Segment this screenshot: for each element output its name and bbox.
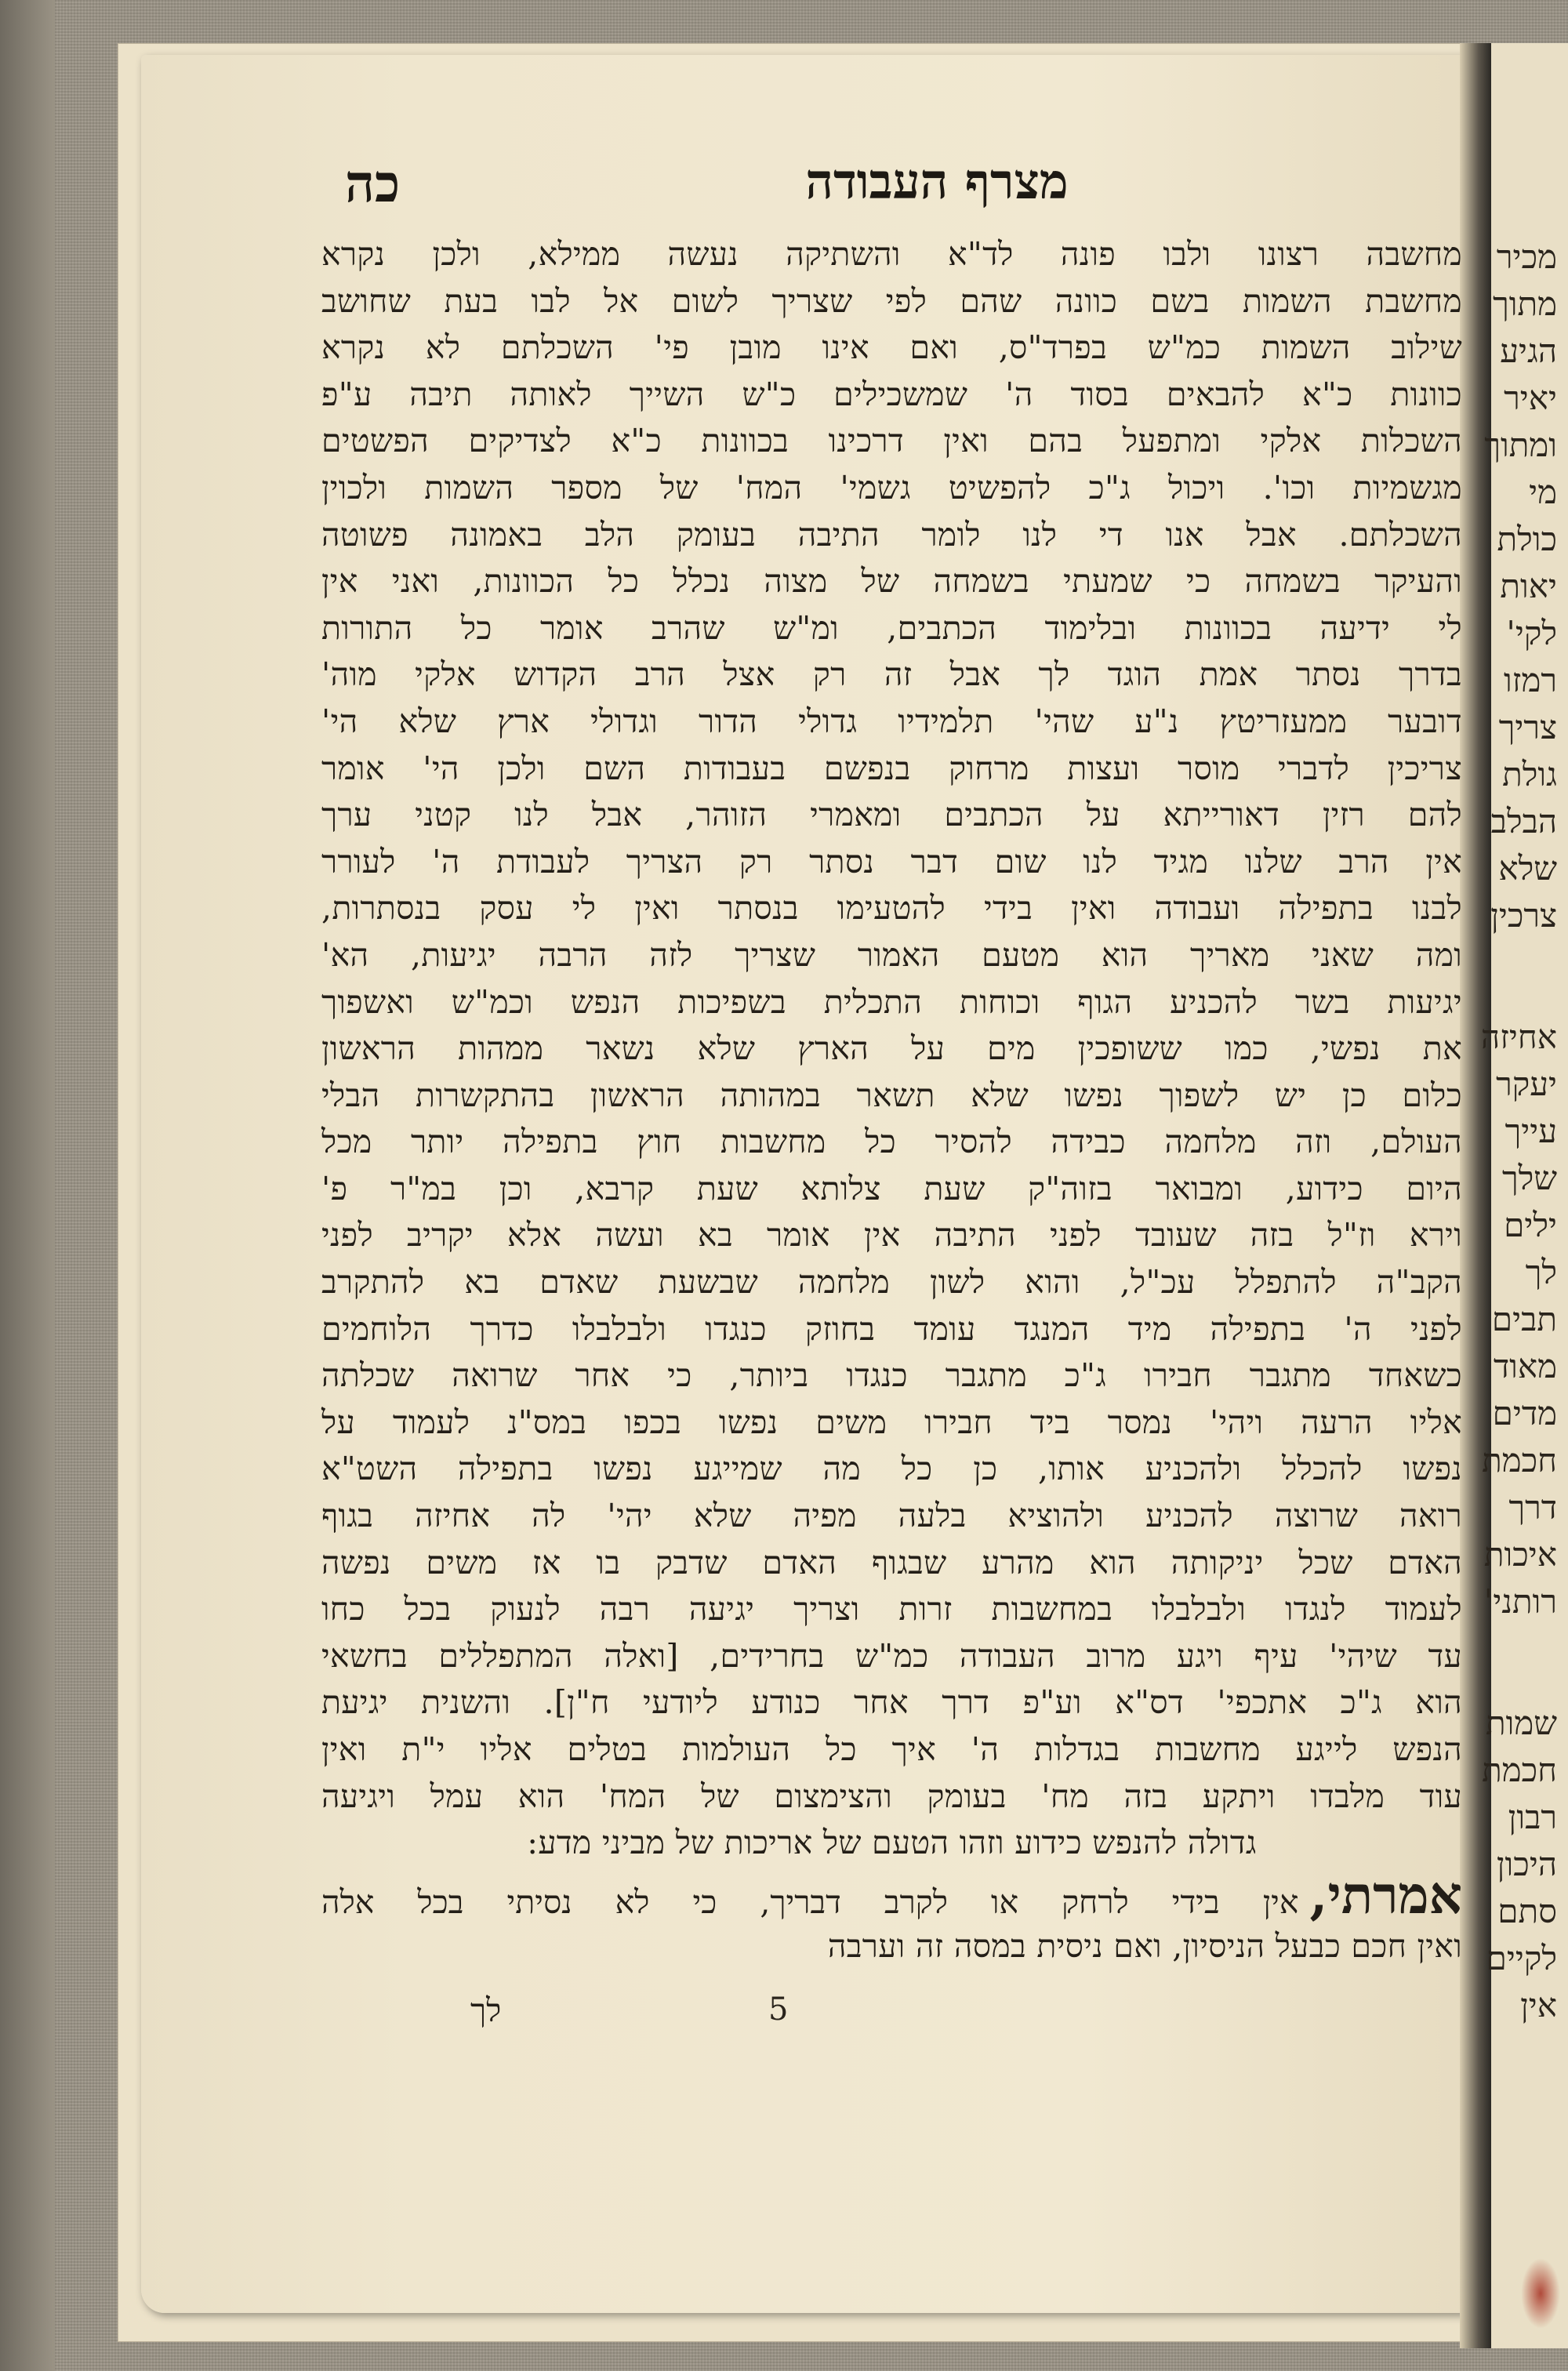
facing-page-fragment: מי bbox=[1529, 473, 1557, 511]
text-line: השכלות אלקי ומתפעל בהם ואין דרכינו בכוונות כ"א לצדיקים הפשטים bbox=[321, 422, 1462, 460]
text-line: מחשבה רצונו ולבו פונה לד"א והשתיקה נעשה ממילא, ולכן נקרא bbox=[321, 235, 1462, 273]
facing-page-fragment: סתם bbox=[1497, 1892, 1557, 1930]
facing-page bbox=[1481, 43, 1568, 2348]
text-line: את נפשי, כמו ששופכין מים על הארץ שלא נשאר ממהות הראשון bbox=[321, 1029, 1462, 1068]
facing-page-fragment: יאות bbox=[1500, 567, 1557, 605]
text-line: לי ידיעה בכוונות ובלימוד הכתבים, ומ"ש שהרב אומר כל התורות bbox=[321, 608, 1462, 647]
facing-page-fragment: ילים bbox=[1504, 1206, 1557, 1244]
red-stain bbox=[1521, 2258, 1560, 2329]
text-line: הוא ג"כ אתכפי' דס"א וע"פ דרך אחר כנודע ליודעי ח"ן]. והשנית יגיעת bbox=[321, 1683, 1462, 1722]
facing-page-fragment: תבים bbox=[1491, 1300, 1557, 1338]
text-line: לפני ה' בתפילה מיד המנגד עומד בחוזק כנגדו ולבלבלו כדרך הלוחמים bbox=[321, 1309, 1462, 1348]
text-line: דובער ממעזריטץ נ"ע שהי' תלמידיו גדולי הדור וגדולי ארץ שלא הי' bbox=[321, 702, 1462, 740]
catchword: לך bbox=[470, 1992, 502, 2029]
facing-page-fragment: הגיע bbox=[1500, 332, 1557, 370]
facing-page-fragment: דרך bbox=[1508, 1488, 1557, 1527]
text-line: נפשו להכלל ולהכניע אותו, כן כל מה שמייגע נפשו בתפילה השט"א bbox=[321, 1450, 1462, 1488]
closing-line: ואין חכם כבעל הניסיון, ואם ניסית במסה זה וערבה bbox=[827, 1926, 1462, 1965]
running-title: מצרף העבודה bbox=[805, 153, 1069, 210]
footer bbox=[470, 1992, 1176, 2039]
text-line: יגיעות בשר להכניע הגוף וכוחות התכלית בשפיכות הנפש וכמ"ש ואשפוך bbox=[321, 982, 1462, 1021]
facing-page-fragment: שלא bbox=[1498, 849, 1557, 888]
signature-mark: 5 bbox=[768, 1992, 789, 2028]
text-line: העולם, וזה מלחמה כבידה להסיר כל מחשבות חוץ בתפילה יותר מכל bbox=[321, 1123, 1462, 1161]
facing-page-fragment: כולת bbox=[1497, 520, 1557, 558]
facing-page-fragment: עייך bbox=[1504, 1112, 1557, 1150]
main-text-block bbox=[321, 231, 1462, 1970]
facing-page-fragment: לקיים bbox=[1486, 1939, 1557, 1977]
text-line: מחשבת השמות בשם כוונה שהם לפי שצריך לשום אל לבו בעת שחושב bbox=[321, 281, 1462, 320]
text-line: רואה שרוצה להכניע ולהוציא בלעה מפיה שלא יהי' לה אחיזה בגוף bbox=[321, 1497, 1462, 1535]
facing-page-fragment: חכמת bbox=[1482, 1441, 1557, 1480]
facing-page-fragment: מאוד bbox=[1493, 1347, 1557, 1385]
facing-page-fragment: רותני' bbox=[1483, 1582, 1557, 1621]
opening-word: אמרתי, bbox=[1309, 1864, 1462, 1926]
page-number: כה bbox=[345, 153, 401, 214]
text-line: צריכין לדברי מוסר ועצות מרחוק בנפשם בעבודות השם ולכן הי' אומר bbox=[321, 749, 1462, 787]
facing-page-fragment: שמות bbox=[1486, 1704, 1557, 1742]
facing-page-fragment: רמזו bbox=[1504, 661, 1557, 699]
text-line: עוד מלבדו ויתקע בזה מח' בעומק והצימצום של המח' הוא עמל ויגיעה bbox=[321, 1777, 1462, 1815]
text-line: היום כידוע, ומבואר בזוה"ק שעת צלותא שעת קרבא, וכן במ"ר פ' bbox=[321, 1169, 1462, 1207]
facing-page-fragment: רבון bbox=[1508, 1798, 1557, 1836]
book-gutter bbox=[1460, 43, 1491, 2348]
facing-page-fragment: מכיר bbox=[1496, 238, 1557, 276]
facing-page-fragment: היכון bbox=[1496, 1845, 1557, 1883]
facing-page-fragment: מדים bbox=[1492, 1394, 1557, 1432]
text-line: עד שיהי' עיף ויגע מרוב העבודה כמ"ש בחרידים, [ואלה המתפללים בחשאי bbox=[321, 1636, 1462, 1675]
text-line: ומה שאני מאריך הוא מטעם האמור שצריך לזה הרבה יגיעות, הא' bbox=[321, 935, 1462, 974]
facing-page-fragment: איכות bbox=[1483, 1535, 1557, 1574]
text-line: השכלתם. אבל אנו די לנו לומר התיבה בעומק הלב באמונה פשוטה bbox=[321, 515, 1462, 554]
facing-page-fragment: צרכין bbox=[1490, 896, 1557, 935]
text-line: הקב"ה להתפלל עכ"ל, והוא לשון מלחמה שבשעת שאדם בא להתקרב bbox=[321, 1263, 1462, 1302]
text-line: להם רזין דאורייתא על הכתבים ומאמרי הזוהר, אבל לנו קטני ערך bbox=[321, 796, 1462, 834]
text-line: אליו הרעה ויהי' נמסר ביד חבירו משים נפשו בכפו במס"נ לעמוד על bbox=[321, 1403, 1462, 1441]
facing-page-fragment: לקי' bbox=[1506, 614, 1557, 652]
facing-page-fragment: אחיזה bbox=[1481, 1018, 1557, 1056]
text-line: בדרך נסתר אמת הוגד לך אבל זה רק אצל הרב הקדוש אלקי מוה' bbox=[321, 655, 1462, 694]
facing-page-fragment: צריך bbox=[1498, 708, 1557, 746]
text-line: האדם שכל יניקותה הוא מהרע שבגוף האדם שדבק בו אז משים נפשה bbox=[321, 1543, 1462, 1581]
text-line: כלום כן יש לשפוך נפשו שלא תשאר במהותה הראשון בהתקשרות הבלי bbox=[321, 1076, 1462, 1114]
text-line: שילוב השמות כמ"ש בפרד"ס, ואם אינו מובן פי' השכלתם לא נקרא bbox=[321, 329, 1462, 367]
text-line: מגשמיות וכו'. ויכול ג"כ להפשיט גשמי' המח' של מספר השמות ולכוין bbox=[321, 468, 1462, 507]
text-line: כשאחד מתגבר חבירו ג"כ מתגבר כנגדו ביותר, כי אחר שרואה שכלתה bbox=[321, 1356, 1462, 1395]
opening-line bbox=[321, 1864, 1462, 1926]
text-line: כוונות כ"א להבאים בסוד ה' שמשכילים כ"ש השייך לאותה תיבה ע"פ bbox=[321, 375, 1462, 413]
text-line: לעמוד לנגדו ולבלבלו במחשבות זרות וצריך יגיעה רבה לנעוק בכל כחו bbox=[321, 1590, 1462, 1628]
facing-page-fragment: אין bbox=[1520, 1986, 1557, 2024]
text-line: אין הרב שלנו מגיד לנו שום דבר נסתר רק הצריך לעבודת ה' לעורר bbox=[321, 842, 1462, 881]
spine-shadow bbox=[0, 0, 55, 2371]
facing-page-fragment: שלך bbox=[1501, 1159, 1557, 1197]
facing-page-fragment: ומתוך bbox=[1484, 426, 1557, 464]
facing-page-fragment: לך bbox=[1525, 1253, 1557, 1291]
text-line: לבנו בתפילה ועבודה ואין בידי להטעימו בנסתר ואין לי עסק בנסתרות, bbox=[321, 889, 1462, 928]
text-line: והעיקר בשמחה כי שמעתי בשמחה של מצוה נכלל כל הכוונות, ואני אין bbox=[321, 562, 1462, 601]
facing-page-fragment: גולת bbox=[1502, 755, 1557, 793]
facing-page-fragment: יאיר bbox=[1504, 379, 1557, 417]
text-line: וירא וז"ל בזה שעובד לפני התיבה אין אומר בא ועשה אלא יקריב לפני bbox=[321, 1216, 1462, 1254]
facing-page-fragment: מתוך bbox=[1493, 285, 1557, 323]
facing-page-fragment: יעקר bbox=[1496, 1065, 1557, 1103]
text-line: הנפש לייגע מחשבות בגדלות ה' איך כל העולמות בטלים אליו י"ת ואין bbox=[321, 1730, 1462, 1768]
text-line: גדולה להנפש כידוע וזהו הטעם של אריכות של מביני מדע: bbox=[527, 1824, 1257, 1862]
facing-page-fragment: הבלב bbox=[1490, 802, 1557, 841]
facing-page-fragment: חכמת bbox=[1482, 1751, 1557, 1789]
opening-line-text: אין בידי לרחק או לקרב דבריך, כי לא נסיתי בכל אלה bbox=[321, 1883, 1299, 1921]
